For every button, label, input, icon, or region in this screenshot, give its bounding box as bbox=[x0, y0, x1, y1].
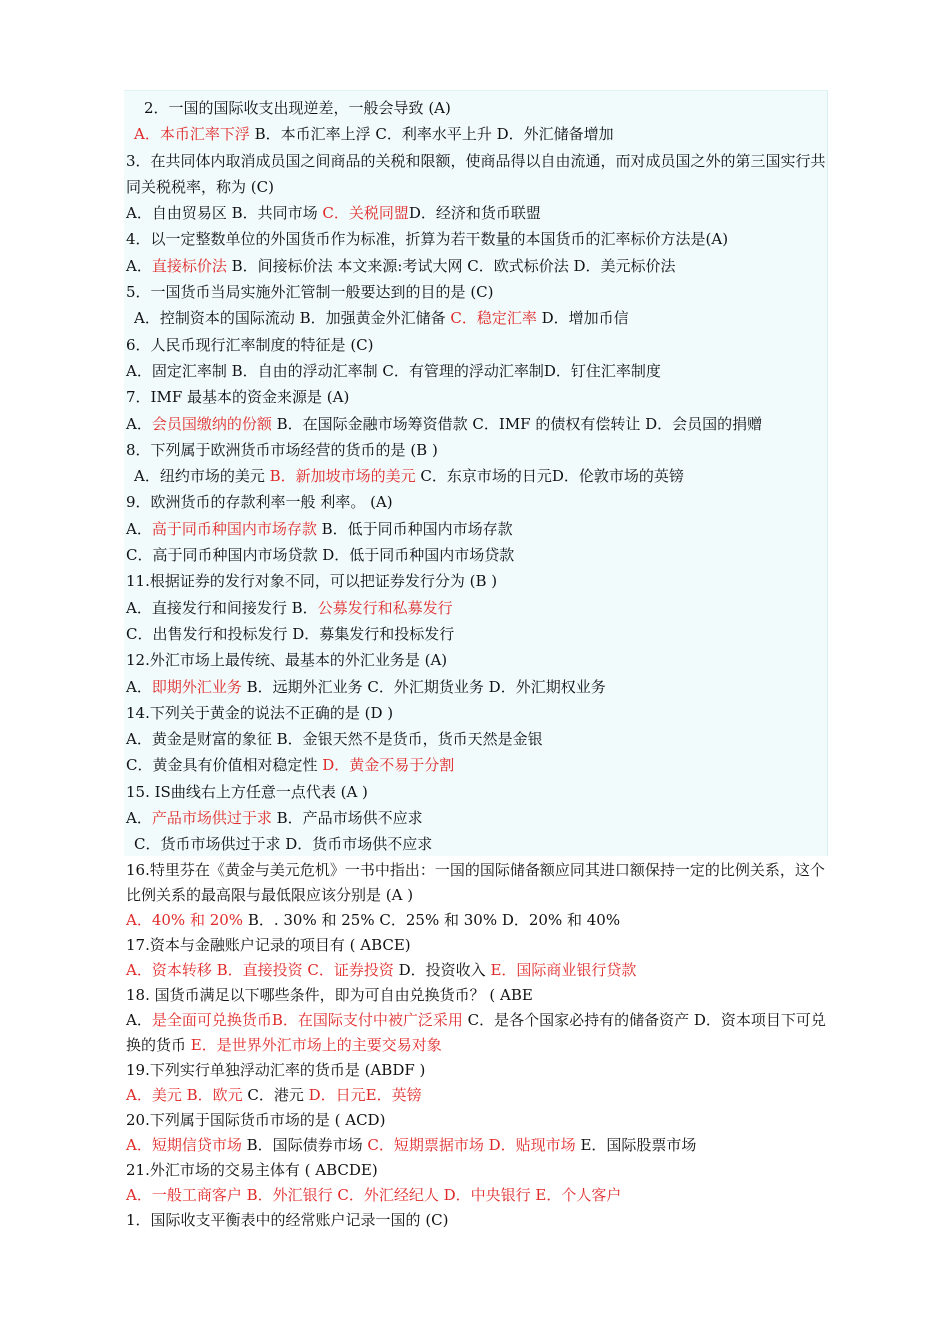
text-segment: 3．在共同体内取消成员国之间商品的关税和限额，使商品得以自由流通，而对成员国之外的第三国实行共同关税税率，称为 (C) bbox=[126, 151, 826, 196]
text-segment: 6．人民币现行汇率制度的特征是 (C) bbox=[126, 335, 374, 354]
text-segment: 12.外汇市场上最传统、最基本的外汇业务是 (A) bbox=[126, 651, 448, 670]
text-segment: E．国际股票市场 bbox=[575, 1135, 697, 1154]
answer-highlight: 会员国缴纳的份额 bbox=[151, 414, 272, 433]
text-segment: A．直接发行和间接发行 B． bbox=[126, 598, 318, 617]
answer-highlight: C．稳定汇率 bbox=[450, 309, 537, 328]
text-line bbox=[126, 148, 826, 201]
text-line bbox=[126, 1208, 826, 1233]
answer-highlight: 即期外汇业务 bbox=[151, 677, 242, 696]
text-segment: 11.根据证券的发行对象不同，可以把证券发行分为 (B ) bbox=[126, 572, 498, 591]
text-line bbox=[126, 305, 826, 331]
answer-highlight: 高于同币种国内市场存款 bbox=[151, 519, 317, 538]
text-line bbox=[126, 647, 826, 673]
text-segment: C．高于同币种国内市场贷款 D．低于同币种国内市场贷款 bbox=[126, 546, 515, 565]
text-line bbox=[126, 542, 826, 568]
text-line bbox=[126, 595, 826, 621]
text-segment: B．产品市场供不应求 bbox=[271, 809, 423, 828]
text-line bbox=[126, 933, 826, 958]
text-segment: B．间接标价法 本文来源:考试大网 C．欧式标价法 D．美元标价法 bbox=[226, 256, 676, 275]
text-segment: B．本币汇率上浮 C．利率水平上升 D．外汇储备增加 bbox=[249, 125, 614, 144]
text-line bbox=[126, 858, 826, 908]
text-segment: A． bbox=[126, 1010, 152, 1029]
text-segment: D．投资收入 bbox=[393, 960, 491, 979]
text-line bbox=[126, 358, 826, 384]
answer-highlight: A．本币汇率下浮 bbox=[134, 125, 250, 144]
text-segment: 5．一国货币当局实施外汇管制一般要达到的目的是 (C) bbox=[126, 283, 494, 302]
text-line bbox=[126, 332, 826, 358]
text-segment: C．港元 bbox=[242, 1085, 309, 1104]
answer-highlight: 直接标价法 bbox=[151, 256, 227, 275]
text-segment: A．控制资本的国际流动 B．加强黄金外汇储备 bbox=[134, 309, 451, 328]
answer-highlight: D．黄金不易于分割 bbox=[322, 756, 455, 775]
text-line bbox=[126, 1058, 826, 1083]
text-segment: 4．以一定整数单位的外国货币作为标准，折算为若干数量的本国货币的汇率标价方法是(A) bbox=[126, 230, 729, 249]
text-segment: 1．国际收支平衡表中的经常账户记录一国的 (C) bbox=[126, 1210, 449, 1229]
answer-highlight: E．是世界外汇市场上的主要交易对象 bbox=[190, 1035, 442, 1054]
answer-highlight: C．关税同盟 bbox=[322, 204, 409, 223]
text-segment: C．是各个国家必持有的储备资产 D．资本项目下可兑换的货币 bbox=[126, 1010, 826, 1054]
text-line bbox=[126, 226, 826, 252]
text-segment: 9．欧洲货币的存款利率一般 利率。 (A) bbox=[126, 493, 393, 512]
text-segment: C．黄金具有价值相对稳定性 bbox=[126, 756, 323, 775]
text-segment: A．黄金是财富的象征 B．金银天然不是货币，货币天然是金银 bbox=[126, 730, 543, 749]
text-line bbox=[126, 958, 826, 983]
text-segment: A． bbox=[126, 519, 152, 538]
text-line bbox=[126, 983, 826, 1008]
text-segment: A． bbox=[126, 414, 152, 433]
answer-highlight: 产品市场供过于求 bbox=[151, 809, 272, 828]
answer-highlight: D．日元E．英镑 bbox=[308, 1085, 422, 1104]
text-segment: C．东京市场的日元D．伦敦市场的英镑 bbox=[415, 467, 684, 486]
text-segment: 21.外汇市场的交易主体有 ( ABCDE) bbox=[126, 1160, 378, 1179]
answer-highlight: 是全面可兑换货币B．在国际支付中被广泛采用 bbox=[151, 1010, 463, 1029]
text-segment: A．自由贸易区 B．共同市场 bbox=[126, 204, 323, 223]
text-line bbox=[126, 411, 826, 437]
text-line bbox=[126, 700, 826, 726]
text-line bbox=[126, 674, 826, 700]
text-line bbox=[126, 95, 826, 121]
text-line bbox=[126, 384, 826, 410]
text-line bbox=[126, 568, 826, 594]
answer-highlight: A．资本转移 B．直接投资 C．证券投资 bbox=[126, 960, 394, 979]
text-segment: A． bbox=[126, 677, 152, 696]
answer-highlight: C．短期票据市场 D．贴现市场 bbox=[367, 1135, 576, 1154]
text-segment: 14.下列关于黄金的说法不正确的是 (D ) bbox=[126, 703, 394, 722]
text-line bbox=[126, 726, 826, 752]
text-line bbox=[126, 253, 826, 279]
text-segment: 16.特里芬在《黄金与美元危机》一书中指出：一国的国际储备额应同其进口额保持一定的比例关系，这个比例关系的最高限与最低限应该分别是 (A ) bbox=[126, 860, 825, 904]
text-line bbox=[126, 621, 826, 647]
text-line bbox=[126, 1108, 826, 1133]
text-segment: 18. 国货币满足以下哪些条件，即为可自由兑换货币？ ( ABE bbox=[126, 985, 533, 1004]
text-segment: A．纽约市场的美元 bbox=[134, 467, 270, 486]
text-segment: 2．一国的国际收支出现逆差，一般会导致 (A) bbox=[144, 99, 451, 117]
document-body bbox=[126, 95, 826, 1233]
text-segment: A． bbox=[126, 809, 152, 828]
text-segment: 8．下列属于欧洲货币市场经营的货币的是 (B ) bbox=[126, 440, 438, 459]
text-line bbox=[126, 121, 826, 147]
text-line bbox=[126, 752, 826, 778]
text-segment: B．远期外汇业务 C．外汇期货业务 D．外汇期权业务 bbox=[241, 677, 606, 696]
text-segment: 19.下列实行单独浮动汇率的货币是 (ABDF ) bbox=[126, 1060, 426, 1079]
answer-highlight: E．国际商业银行贷款 bbox=[490, 960, 637, 979]
answer-highlight: A．短期信贷市场 bbox=[126, 1135, 242, 1154]
text-line bbox=[126, 1183, 826, 1208]
text-segment: B．国际债券市场 bbox=[241, 1135, 368, 1154]
answer-highlight: 公募发行和私募发行 bbox=[317, 598, 453, 617]
text-segment: B．低于同币种国内市场存款 bbox=[316, 519, 513, 538]
text-line bbox=[126, 779, 826, 805]
text-line bbox=[126, 1083, 826, 1108]
text-segment: C．货币市场供过于求 D．货币市场供不应求 bbox=[134, 835, 433, 854]
text-line bbox=[126, 908, 826, 933]
text-segment: D．经济和货币联盟 bbox=[408, 204, 541, 223]
text-segment: A．固定汇率制 B．自由的浮动汇率制 C．有管理的浮动汇率制D．钉住汇率制度 bbox=[126, 361, 661, 380]
text-segment: 17.资本与金融账户记录的项目有 ( ABCE) bbox=[126, 935, 411, 954]
text-line bbox=[126, 805, 826, 831]
answer-highlight: A．一般工商客户 B．外汇银行 C．外汇经纪人 D．中央银行 E．个人客户 bbox=[126, 1185, 622, 1204]
text-segment: B．在国际金融市场筹资借款 C．IMF 的债权有偿转让 D．会员国的捐赠 bbox=[271, 414, 763, 433]
text-line bbox=[126, 831, 826, 857]
text-segment: C．出售发行和投标发行 D．募集发行和投标发行 bbox=[126, 624, 455, 643]
text-segment: 20.下列属于国际货币市场的是 ( ACD) bbox=[126, 1110, 386, 1129]
text-segment: 15. IS曲线右上方任意一点代表 (A ) bbox=[126, 782, 368, 801]
text-line bbox=[126, 200, 826, 226]
text-line bbox=[126, 463, 826, 489]
text-line bbox=[126, 1008, 826, 1058]
text-line bbox=[126, 516, 826, 542]
text-segment: 7．IMF 最基本的资金来源是 (A) bbox=[126, 388, 350, 407]
answer-highlight: B．新加坡市场的美元 bbox=[269, 467, 416, 486]
answer-highlight: A．美元 B．欧元 bbox=[126, 1085, 243, 1104]
text-line bbox=[126, 489, 826, 515]
text-line bbox=[126, 1133, 826, 1158]
text-line bbox=[126, 437, 826, 463]
text-segment: D．增加币信 bbox=[536, 309, 629, 328]
text-segment: A． bbox=[126, 256, 152, 275]
text-line bbox=[126, 1158, 826, 1183]
answer-highlight: A．40% 和 20% bbox=[126, 910, 244, 929]
text-segment: B．. 30% 和 25% C．25% 和 30% D．20% 和 40% bbox=[243, 910, 621, 929]
text-line bbox=[126, 279, 826, 305]
